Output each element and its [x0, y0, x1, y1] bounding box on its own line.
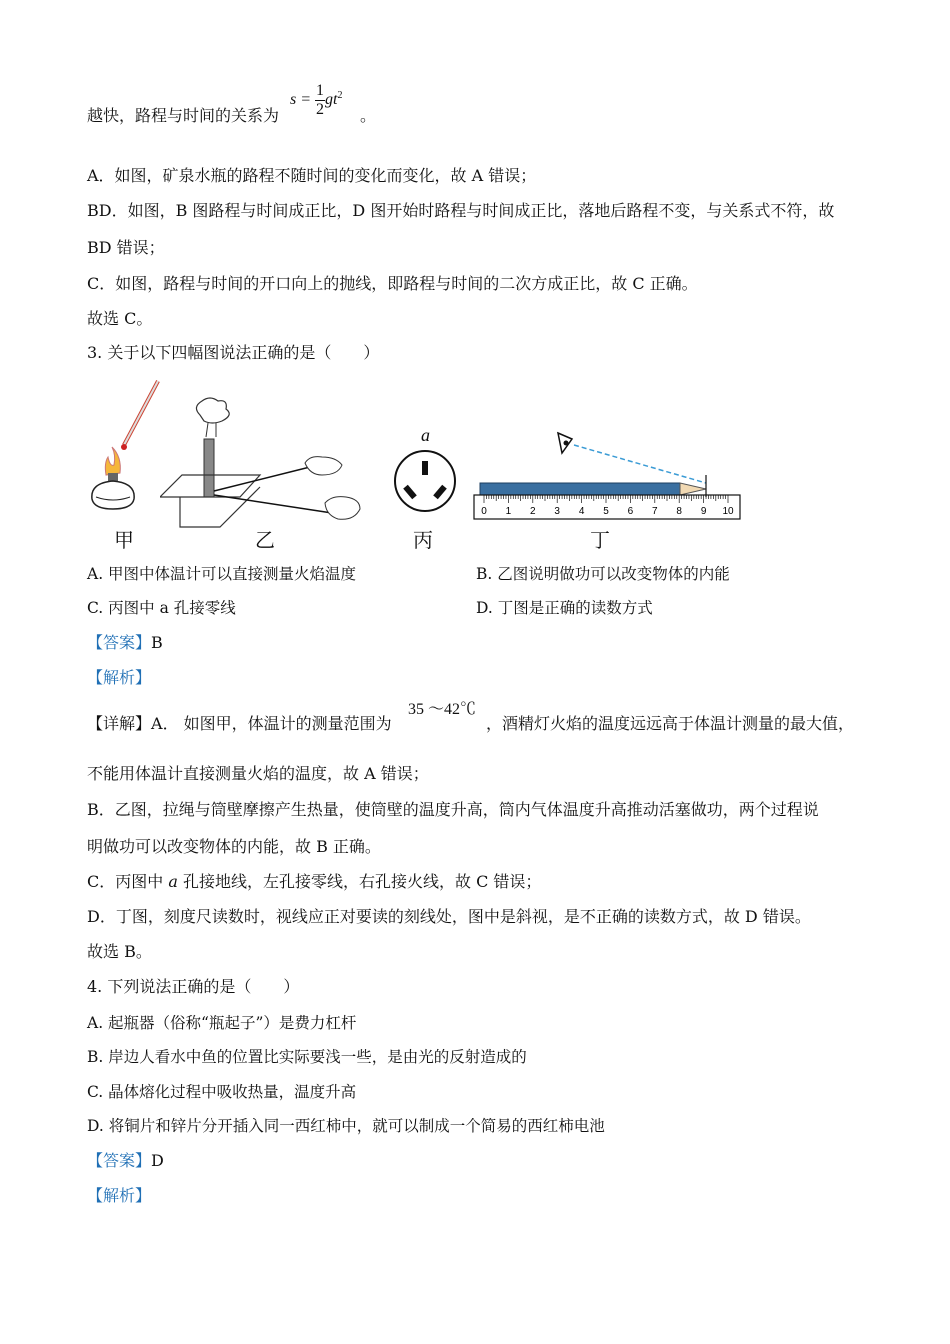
cork-smoke-icon	[196, 398, 229, 437]
text-line: BD．如图，B 图路程与时间成正比，D 图开始时路程与时间成正比，落地后路程不变，与关系式不符，故	[87, 201, 835, 220]
ruler-tick-label: 4	[578, 506, 585, 517]
text-line: D．丁图，刻度尺读数时，视线应正对要读的刻线处，图中是斜视，是不正确的读数方式，故 D 错误。	[87, 907, 811, 926]
analysis-tag: 【解析】	[87, 668, 152, 687]
eye-icon	[558, 433, 572, 453]
detail-line: 【详解】A． 如图甲，体温计的测量范围为	[87, 714, 392, 733]
text-line: 不能用体温计直接测量火焰的温度，故 A 错误；	[87, 764, 429, 783]
answer-line	[87, 633, 163, 653]
option-b[interactable]: B. 乙图说明做功可以改变物体的内能	[476, 565, 730, 583]
ruler-tick-label: 5	[603, 506, 609, 517]
thermometer-icon	[121, 381, 158, 450]
option-c[interactable]: C. 丙图中 a 孔接零线	[87, 599, 236, 617]
answer-value: B	[151, 633, 163, 652]
ruler-tick-label: 0	[481, 506, 487, 517]
ruler-tick-label: 10	[722, 506, 734, 517]
answer-line	[87, 1151, 164, 1171]
ruler-tick-label: 9	[700, 506, 707, 517]
detail-tag: 【详解】	[87, 714, 152, 733]
ruler-tick-label: 6	[627, 506, 634, 517]
tube-icon	[204, 439, 214, 497]
text-line: 明做功可以改变物体的内能，故 B 正确。	[87, 837, 381, 856]
figure-bing	[385, 425, 465, 515]
ruler-tick-label: 1	[505, 506, 512, 517]
range-formula: 35 ～42℃	[408, 701, 477, 718]
answer-value: D	[151, 1151, 164, 1170]
figure-label: 乙	[255, 528, 275, 552]
formula: s = $\frac{1}{2}$ $gt^2$	[290, 82, 343, 118]
text-line: 故选 B。	[87, 942, 152, 961]
question-4: 4. 下列说法正确的是（ ）	[87, 977, 300, 996]
figure-label: 甲	[114, 528, 134, 552]
figure-yi	[160, 395, 370, 535]
detail-line-cont: ，酒精灯火焰的温度远远高于体温计测量的最大值，	[486, 714, 855, 733]
figure-label: 丁	[590, 528, 610, 552]
option-a[interactable]: A. 甲图中体温计可以直接测量火焰温度	[87, 565, 357, 583]
option-d[interactable]: D. 丁图是正确的读数方式	[476, 599, 653, 617]
text-line: 越快，路程与时间的关系为	[87, 106, 280, 125]
option-d[interactable]: D. 将铜片和锌片分开插入同一西红柿中，就可以制成一个简易的西红柿电池	[87, 1117, 605, 1135]
figure-ding	[470, 425, 745, 520]
text-line: 故选 C。	[87, 309, 153, 328]
socket-icon	[395, 451, 455, 511]
answer-tag: 【答案】	[87, 1151, 152, 1170]
ruler-tick-label: 7	[652, 506, 658, 517]
alcohol-lamp-icon	[92, 447, 134, 509]
analysis-tag: 【解析】	[87, 1186, 152, 1205]
text-line: A．如图，矿泉水瓶的路程不随时间的变化而变化，故 A 错误；	[87, 166, 537, 185]
text-line: C．如图，路程与时间的开口向上的抛线，即路程与时间的二次方成正比，故 C 正确。	[87, 274, 698, 293]
text-line-end: 。	[360, 106, 377, 125]
option-b[interactable]: B. 岸边人看水中鱼的位置比实际要浅一些，是由光的反射造成的	[87, 1048, 527, 1066]
socket-label-a: a	[421, 425, 430, 445]
text-line: BD 错误；	[87, 238, 165, 257]
text-line: C．丙图中 a 孔接地线，左孔接零线，右孔接火线，故 C 错误；	[87, 872, 542, 891]
option-a[interactable]: A. 起瓶器（俗称“瓶起子”）是费力杠杆	[87, 1014, 357, 1032]
question-3: 3. 关于以下四幅图说法正确的是（ ）	[87, 343, 380, 362]
answer-tag: 【答案】	[87, 633, 152, 652]
pencil-icon	[480, 483, 680, 495]
text-line: B．乙图，拉绳与筒壁摩擦产生热量，使筒壁的温度升高，筒内气体温度升高推动活塞做功，两个过程说	[87, 800, 819, 819]
option-c[interactable]: C. 晶体熔化过程中吸收热量，温度升高	[87, 1083, 357, 1101]
ruler-tick-label: 3	[554, 506, 560, 517]
ruler-tick-label: 2	[530, 506, 536, 517]
fraction: $\frac{1}{2}$	[316, 82, 325, 118]
ruler-tick-label: 8	[676, 506, 682, 517]
figure-label: 丙	[413, 528, 433, 552]
